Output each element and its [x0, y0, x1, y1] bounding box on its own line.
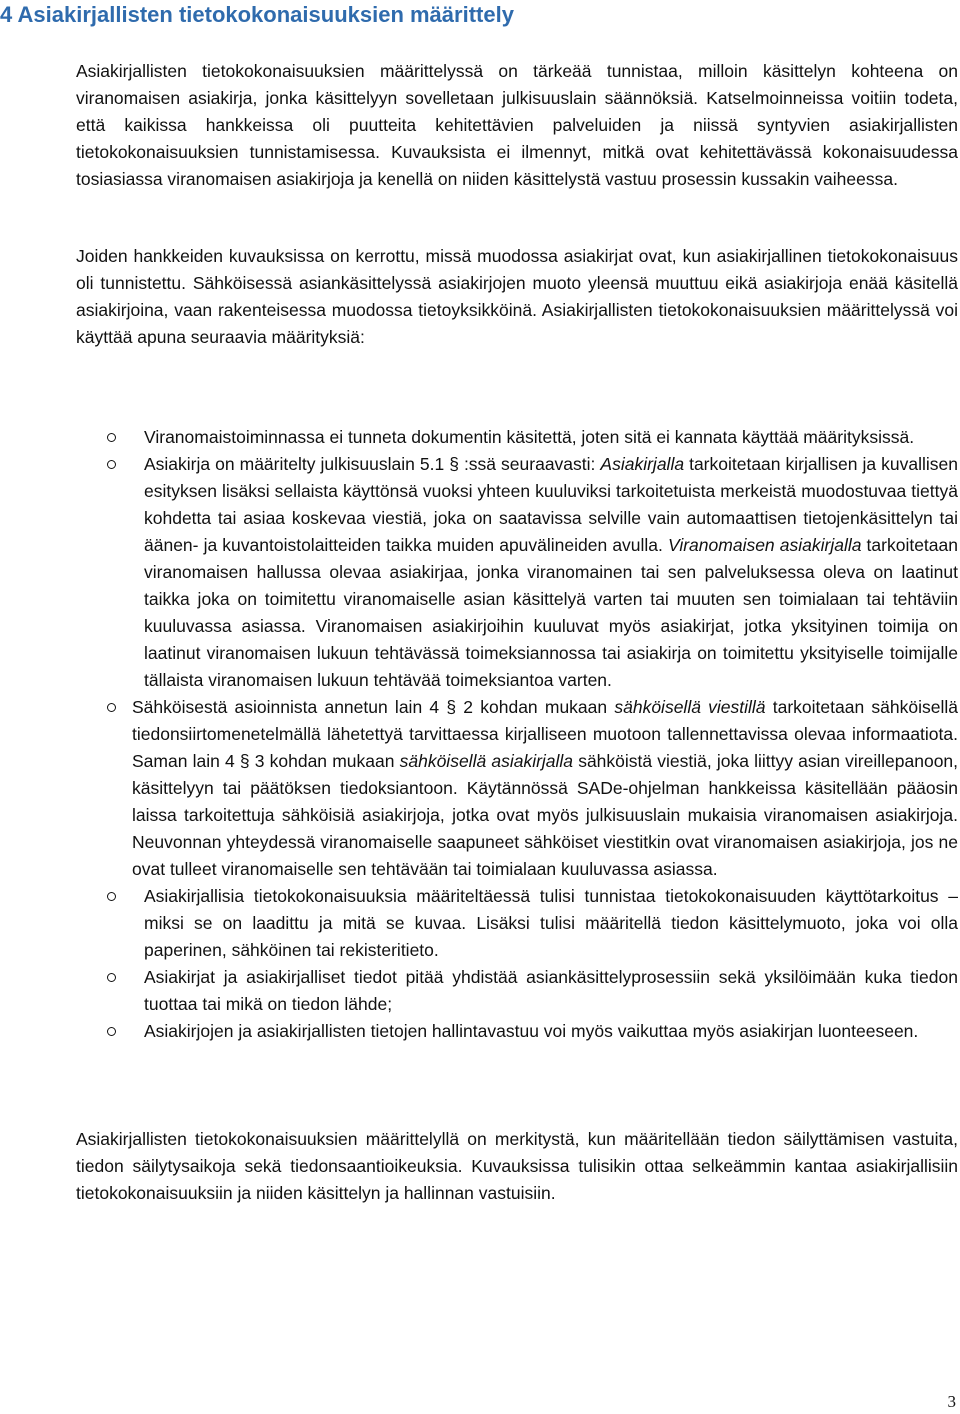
list-item: [76, 451, 958, 694]
section-heading: 4 Asiakirjallisten tietokokonaisuuksien määrittely: [0, 2, 514, 27]
bullet-icon: [107, 703, 116, 712]
list-item-text: Asiakirjat ja asiakirjalliset tiedot pitää yhdistää asiankäsittelyprosessiin sekä yksilöimään kuka tiedon tuottaa tai mikä on tiedon lähde;: [144, 967, 958, 1014]
bullet-icon: [107, 460, 116, 469]
list-item: [76, 424, 958, 451]
list-item: [76, 1018, 958, 1045]
list-item-text: Asiakirjallisia tietokokonaisuuksia määriteltäessä tulisi tunnistaa tietokokonaisuuden käyttötarkoitus – miksi se on laadittu ja mitä se kuvaa. Lisäksi tulisi määritellä tiedon käsittelymuoto, joka voi olla paperinen, sähköinen tai rekisteritieto.: [144, 886, 958, 960]
bullet-icon: [107, 1027, 116, 1036]
italic-term: Viranomaisen asiakirjalla: [667, 535, 862, 555]
italic-term: sähköisellä asiakirjalla: [399, 751, 574, 771]
italic-term: sähköisellä viestillä: [614, 697, 766, 717]
text-segment: tarkoitetaan kirjallisen ja kuvallisen esityksen lisäksi sellaista käyttönsä vuoksi yhteen kuuluviksi tarkoitetuista merkeistä muodostuvaa tiettyä kohdetta tai asiaa koskevaa viestiä, joka on saatavissa selville vain automaattisen tietojenkäsittelyn tai äänen- ja kuvantoistolaitteiden taikka muiden apuvälineiden avulla.: [144, 454, 958, 555]
page-number: 3: [947, 1392, 956, 1411]
text-segment: Sähköisestä asioinnista annetun lain 4 § 2 kohdan mukaan: [132, 697, 615, 717]
list-item: [76, 883, 958, 964]
text-segment: tarkoitetaan sähköisellä tiedonsiirtomenetelmällä lähetettyä tarvittaessa kirjalliseen muotoon tallennettavissa olevaa informaatiota. Saman lain 4 § 3 kohdan mukaan: [132, 697, 959, 771]
bullet-icon: [107, 433, 116, 442]
bullet-icon: [107, 892, 116, 901]
list-item-text: Viranomaistoiminnassa ei tunneta dokumentin käsitettä, joten sitä ei kannata käyttää määrityksissä.: [144, 427, 915, 447]
list-item: [76, 964, 958, 1018]
paragraph-intro: Asiakirjallisten tietokokonaisuuksien määrittelyssä on tärkeää tunnistaa, milloin käsittelyn kohteena on viranomaisen asiakirja, jonka käsittelyyn sovelletaan julkisuuslain säännöksiä. Katselmoinneissa voitiin todeta, että kaikissa hankkeissa oli puutteita kehitettävien palveluiden ja niissä syntyvien asiakirjallisten tietokokonaisuuksien tunnistamisessa. Kuvauksista ei ilmennyt, mitkä ovat kehitettävässä kokonaisuudessa tosiasiassa viranomaisen asiakirjoja ja kenellä on niiden käsittelystä vastuu prosessin kussakin vaiheessa.: [76, 61, 958, 189]
list-item: [76, 694, 958, 883]
list-item-text: [144, 454, 958, 690]
bullet-icon: [107, 973, 116, 982]
list-item-text: [132, 697, 958, 879]
text-segment: tarkoitetaan viranomaisen hallussa olevaa asiakirjaa, jonka viranomainen tai sen palveluksessa oleva on laatinut taikka joka on toimitettu viranomaiselle asian käsittelyä varten tai muuten sen toimialaan tai tehtäviin kuuluvassa asiassa. Viranomaisen asiakirjoihin kuuluvat myös asiakirjat, jotka yksityinen toimija on laatinut viranomaisen lukuun tehtävässä toimeksiannossa tai asiakirja on toimitettu yksityiselle toimijalle tällaista viranomaisen lukuun tehtävää toimeksiantoa varten.: [144, 535, 958, 690]
list-item-text: Asiakirjojen ja asiakirjallisten tietojen hallintavastuu voi myös vaikuttaa myös asiakirjan luonteeseen.: [144, 1021, 919, 1041]
definitions-list: [76, 424, 958, 1045]
paragraph-conclusion: Asiakirjallisten tietokokonaisuuksien määrittelyllä on merkitystä, kun määritellään tiedon säilyttämisen vastuita, tiedon säilytysaikoja sekä tiedonsaantioikeuksia. Kuvauksissa tulisikin ottaa selkeämmin kantaa asiakirjallisiin tietokokonaisuuksiin ja niiden käsittelyn ja hallinnan vastuisiin.: [76, 1129, 958, 1203]
italic-term: Asiakirjalla: [600, 454, 685, 474]
text-segment: sähköistä viestiä, joka liittyy asian vireillepanoon, käsittelyyn tai päätöksen tiedoksiantoon. Käytännössä SADe-ohjelman hankkeissa käsitellään pääosin laissa tarkoitettuja sähköisiä asiakirjoja, jotka ovat myös julkisuuslain mukaisia viranomaisen asiakirjoja. Neuvonnan yhteydessä viranomaiselle saapuneet sähköiset viestitkin ovat viranomaisen asiakirjoja, jos ne ovat tulleet viranomaiselle sen tehtävään tai toimialaan kuuluvassa asiassa.: [132, 751, 959, 879]
text-segment: Asiakirja on määritelty julkisuuslain 5.1 § :ssä seuraavasti:: [144, 454, 601, 474]
paragraph-formats: Joiden hankkeiden kuvauksissa on kerrottu, missä muodossa asiakirjat ovat, kun asiakirjallinen tietokokonaisuus oli tunnistettu. Sähköisessä asiankäsittelyssä asiakirjojen muoto yleensä muuttuu eikä asiakirjoja enää käsitellä asiakirjoina, vaan rakenteisessa muodossa tietoyksikköinä. Asiakirjallisten tietokokonaisuuksien määrittelyssä voi käyttää apuna seuraavia määrityksiä:: [76, 246, 958, 347]
